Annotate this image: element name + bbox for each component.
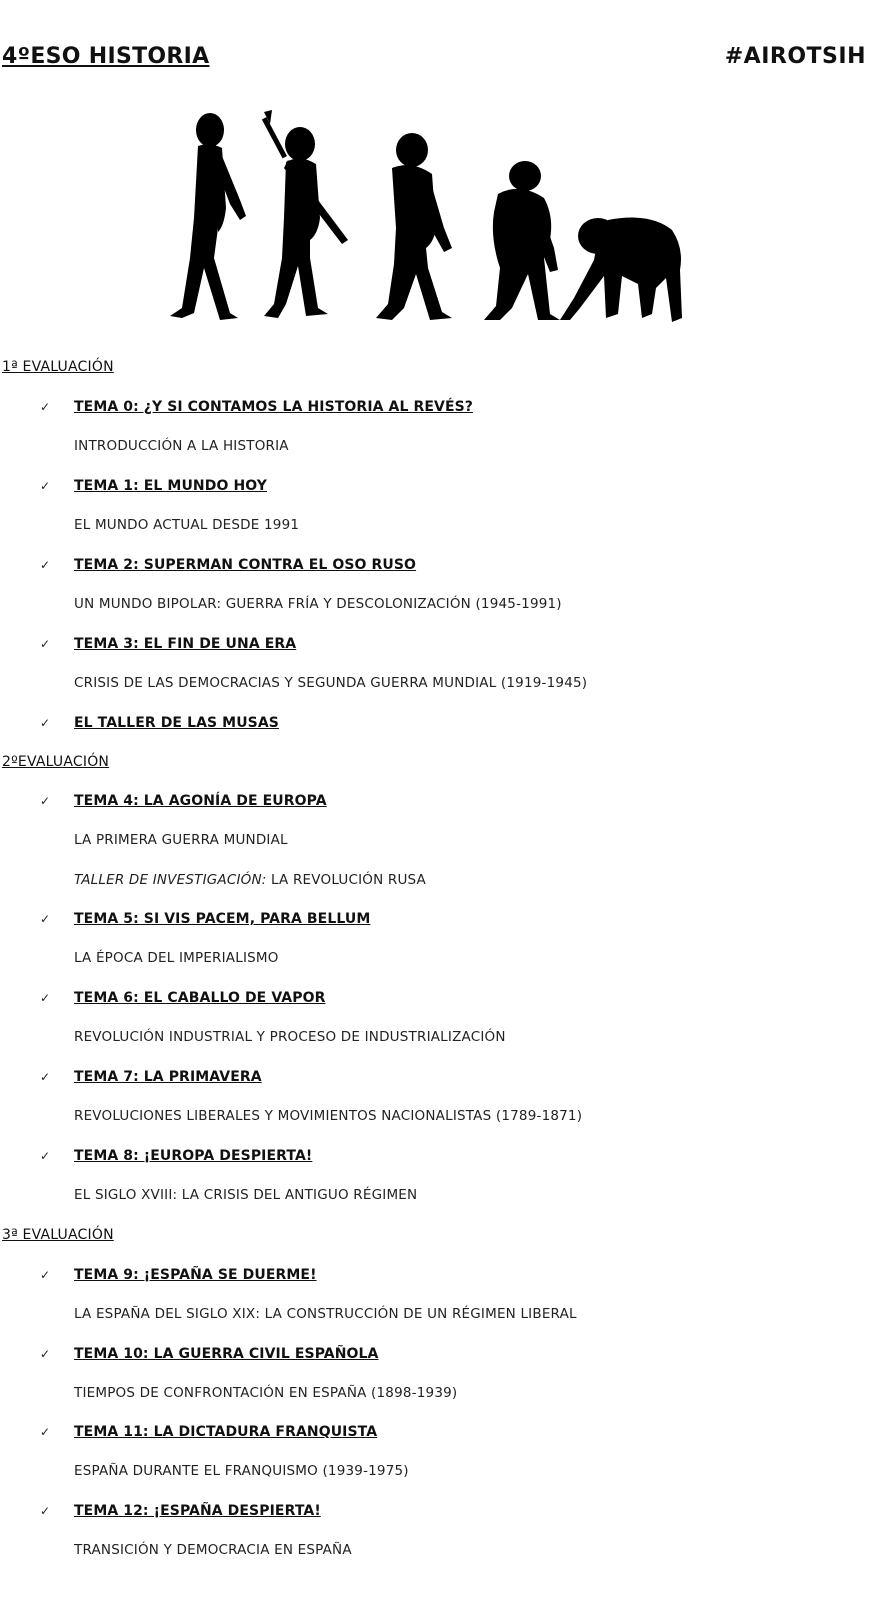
caveman-silhouette <box>262 110 348 318</box>
checkmark-icon: ✓ <box>40 1268 51 1282</box>
topic-description: INTRODUCCIÓN A LA HISTORIA <box>74 438 289 454</box>
evolution-silhouettes-icon <box>160 108 700 338</box>
stooped-hominid-silhouette <box>484 161 560 320</box>
topic-description: LA ESPAÑA DEL SIGLO XIX: LA CONSTRUCCIÓN DE UN RÉGIMEN LIBERAL <box>74 1306 577 1322</box>
section-heading: 1ª EVALUACIÓN <box>2 359 114 375</box>
topic-extra-description <box>74 872 426 888</box>
topic-description: EL SIGLO XVIII: LA CRISIS DEL ANTIGUO RÉGIMEN <box>74 1187 418 1203</box>
topic-title: TEMA 7: LA PRIMAVERA <box>74 1069 262 1085</box>
checkmark-icon: ✓ <box>40 1504 51 1518</box>
topic-description: EL MUNDO ACTUAL DESDE 1991 <box>74 517 300 533</box>
topic-title: TEMA 0: ¿Y SI CONTAMOS LA HISTORIA AL REVÉS? <box>74 399 474 415</box>
ape-silhouette <box>560 218 682 322</box>
checkmark-icon: ✓ <box>40 716 51 730</box>
topic-title: TEMA 3: EL FIN DE UNA ERA <box>74 636 297 652</box>
page-header <box>0 44 870 76</box>
checkmark-icon: ✓ <box>40 558 51 572</box>
topic-title: TEMA 12: ¡ESPAÑA DESPIERTA! <box>74 1503 321 1519</box>
checkmark-icon: ✓ <box>40 1347 51 1361</box>
checkmark-icon: ✓ <box>40 400 51 414</box>
topic-description: LA ÉPOCA DEL IMPERIALISMO <box>74 950 279 966</box>
topic-title: TEMA 8: ¡EUROPA DESPIERTA! <box>74 1148 313 1164</box>
page-title: 4ºESO HISTORIA <box>2 44 210 69</box>
topic-title: TEMA 9: ¡ESPAÑA SE DUERME! <box>74 1267 317 1283</box>
checkmark-icon: ✓ <box>40 637 51 651</box>
topic-description: ESPAÑA DURANTE EL FRANQUISMO (1939-1975) <box>74 1463 409 1479</box>
section-heading: 3ª EVALUACIÓN <box>2 1227 114 1243</box>
topic-title: TEMA 11: LA DICTADURA FRANQUISTA <box>74 1424 378 1440</box>
checkmark-icon: ✓ <box>40 912 51 926</box>
checkmark-icon: ✓ <box>40 991 51 1005</box>
hominid-silhouette <box>376 133 452 320</box>
topic-description: REVOLUCIONES LIBERALES Y MOVIMIENTOS NACIONALISTAS (1789-1871) <box>74 1108 583 1124</box>
topic-description: TRANSICIÓN Y DEMOCRACIA EN ESPAÑA <box>74 1542 352 1558</box>
workshop-label: TALLER DE INVESTIGACIÓN: <box>74 872 267 888</box>
topic-title: TEMA 4: LA AGONÍA DE EUROPA <box>74 793 327 809</box>
topic-description: LA PRIMERA GUERRA MUNDIAL <box>74 832 288 848</box>
checkmark-icon: ✓ <box>40 1070 51 1084</box>
topic-description: REVOLUCIÓN INDUSTRIAL Y PROCESO DE INDUSTRIALIZACIÓN <box>74 1029 506 1045</box>
workshop-text: LA REVOLUCIÓN RUSA <box>266 872 426 888</box>
section-heading: 2ºEVALUACIÓN <box>2 754 110 770</box>
checkmark-icon: ✓ <box>40 1149 51 1163</box>
human-silhouette <box>170 113 246 320</box>
topic-title: TEMA 2: SUPERMAN CONTRA EL OSO RUSO <box>74 557 417 573</box>
topic-description: TIEMPOS DE CONFRONTACIÓN EN ESPAÑA (1898-1939) <box>74 1385 458 1401</box>
topic-title: EL TALLER DE LAS MUSAS <box>74 715 279 731</box>
topic-title: TEMA 6: EL CABALLO DE VAPOR <box>74 990 326 1006</box>
checkmark-icon: ✓ <box>40 794 51 808</box>
topic-description: UN MUNDO BIPOLAR: GUERRA FRÍA Y DESCOLONIZACIÓN (1945-1991) <box>74 596 562 612</box>
topic-title: TEMA 5: SI VIS PACEM, PARA BELLUM <box>74 911 371 927</box>
topic-title: TEMA 10: LA GUERRA CIVIL ESPAÑOLA <box>74 1346 379 1362</box>
topic-title: TEMA 1: EL MUNDO HOY <box>74 478 267 494</box>
hashtag: #AIROTSIH <box>724 44 866 69</box>
checkmark-icon: ✓ <box>40 1425 51 1439</box>
checkmark-icon: ✓ <box>40 479 51 493</box>
topic-description: CRISIS DE LAS DEMOCRACIAS Y SEGUNDA GUERRA MUNDIAL (1919-1945) <box>74 675 588 691</box>
